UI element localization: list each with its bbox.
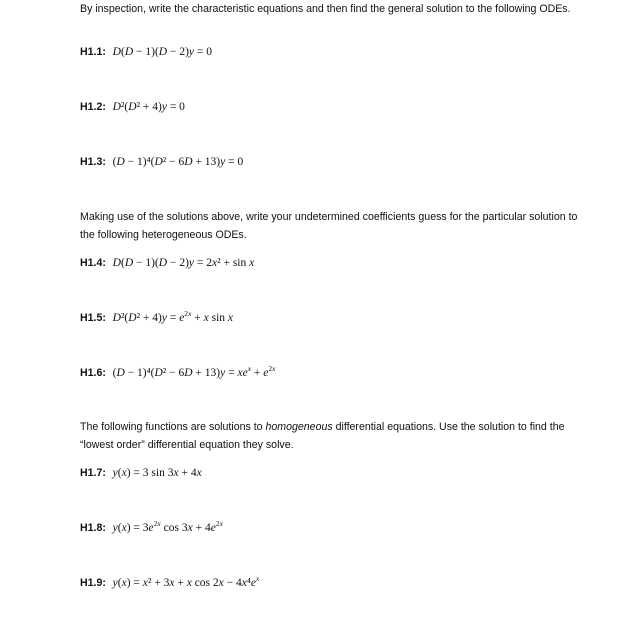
problem-equation: $(D - 1)^4(D^2 - 6D + 13)y = xe^x + e^{2x}$ — [112, 364, 276, 379]
problem-h1-3 — [80, 155, 243, 169]
problem-h1-4 — [80, 256, 254, 270]
problem-equation: y(x) = x² + 3x + x $\cos 2x - 4x^4e^x$ — [112, 574, 260, 589]
section3-text-before: The following functions are solutions to — [80, 421, 266, 433]
problem-label: H1.5: — [80, 312, 106, 324]
problem-label: H1.8: — [80, 522, 106, 534]
problem-h1-2 — [80, 100, 185, 114]
problem-h1-9 — [80, 576, 259, 590]
problem-h1-8 — [80, 521, 223, 535]
problem-equation: D(D − 1)(D − 2)y = 2x² + sin x — [112, 257, 255, 269]
problem-equation: D²(D² + 4)y = 0 — [112, 101, 185, 113]
problem-h1-6 — [80, 366, 275, 380]
intro-paragraph: By inspection, write the characteristic equations and then find the general solution to the following ODEs. — [80, 3, 571, 15]
section3-text-after: differential equations. Use the solution to find the “lowest order” differential equation they solve. — [80, 421, 565, 451]
problem-equation: $D^2(D^2 + 4)y = e^{2x} + x$ sin x — [112, 309, 234, 324]
section3-paragraph — [80, 419, 580, 454]
problem-label: H1.3: — [80, 156, 106, 168]
problem-h1-1 — [80, 45, 212, 59]
problem-equation: D(D − 1)(D − 2)y = 0 — [112, 46, 213, 58]
problem-label: H1.9: — [80, 577, 106, 589]
problem-h1-7 — [80, 466, 202, 480]
problem-equation: y(x) = 3 sin 3x + 4x — [112, 467, 202, 479]
problem-label: H1.4: — [80, 257, 106, 269]
problem-label: H1.1: — [80, 46, 106, 58]
section2-paragraph: Making use of the solutions above, write your undetermined coefficients guess for the particular solution to the following heterogeneous ODEs. — [80, 211, 578, 241]
problem-h1-5 — [80, 311, 233, 325]
problem-equation: $y(x) = 3e^{2x}$ $\cos 3x + 4e^{2x}$ — [112, 519, 223, 534]
problem-label: H1.6: — [80, 367, 106, 379]
section3-emphasis: homogeneous — [265, 421, 333, 433]
problem-label: H1.2: — [80, 101, 106, 113]
problem-equation: (D − 1)⁴(D² − 6D + 13)y = 0 — [112, 156, 244, 168]
problem-label: H1.7: — [80, 467, 106, 479]
